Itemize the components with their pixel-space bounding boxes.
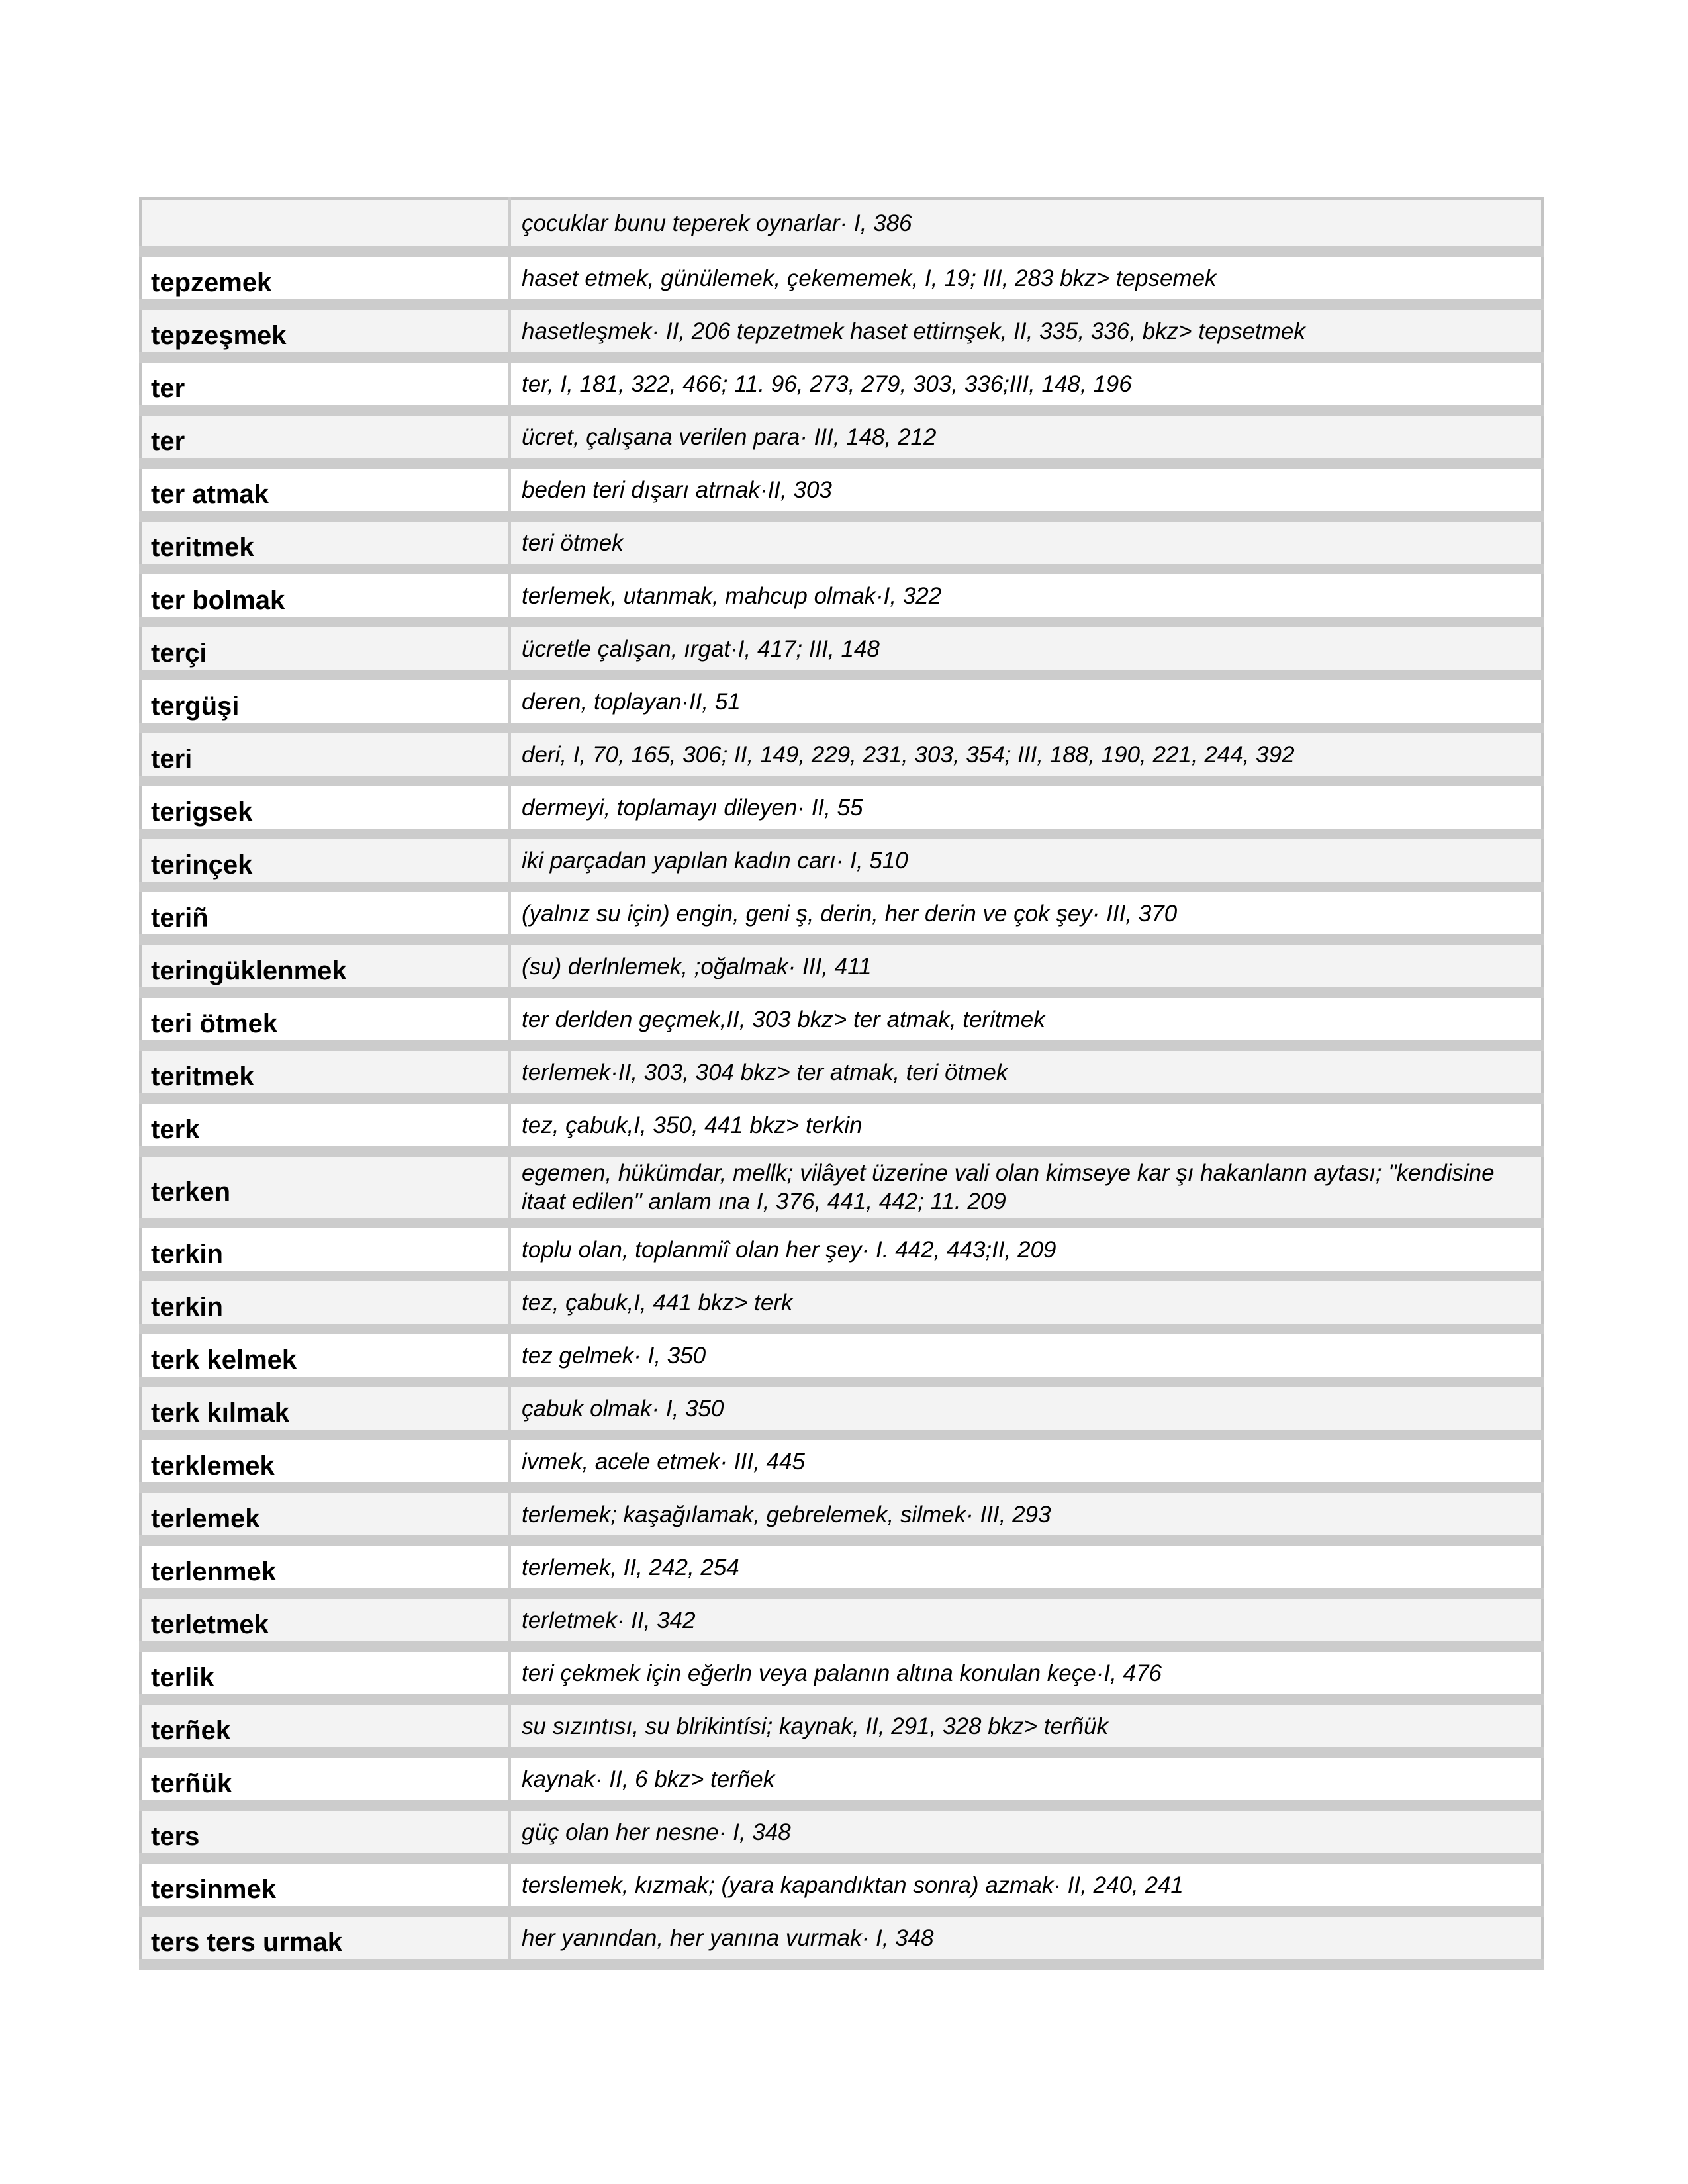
definition-cell: çabuk olmak· I, 350 [510, 1382, 1542, 1435]
definition-cell: iki parçadan yapılan kadın carı· I, 510 [510, 834, 1542, 887]
table-row [140, 1435, 1542, 1488]
term-cell: ters ters urmak [140, 1911, 510, 1964]
table-row [140, 1700, 1542, 1752]
definition-cell: çocuklar bunu teperek oynarlar· I, 386 [510, 199, 1542, 251]
term-cell: terlenmek [140, 1541, 510, 1594]
definition-cell: terlemek, utanmak, mahcup olmak·I, 322 [510, 569, 1542, 622]
term-cell: tersinmek [140, 1858, 510, 1911]
definition-cell: tez gelmek· I, 350 [510, 1329, 1542, 1382]
term-cell: ter [140, 410, 510, 463]
term-cell: terñük [140, 1752, 510, 1805]
definition-cell: terslemek, kızmak; (yara kapandıktan sonra) azmak· II, 240, 241 [510, 1858, 1542, 1911]
glossary-body [140, 199, 1542, 1964]
definition-cell: ücret, çalışana verilen para· III, 148, 212 [510, 410, 1542, 463]
definition-cell: terlemek, II, 242, 254 [510, 1541, 1542, 1594]
term-cell: terk [140, 1099, 510, 1152]
table-row [140, 1276, 1542, 1329]
term-cell: terçi [140, 622, 510, 675]
term-cell: terinçek [140, 834, 510, 887]
definition-cell: beden teri dışarı atrnak·II, 303 [510, 463, 1542, 516]
term-cell: terñek [140, 1700, 510, 1752]
definition-cell: terlemek·II, 303, 304 bkz> ter atmak, teri ötmek [510, 1046, 1542, 1099]
table-row [140, 357, 1542, 410]
term-cell: terigsek [140, 781, 510, 834]
table-row [140, 1752, 1542, 1805]
table-row [140, 622, 1542, 675]
definition-cell: kaynak· II, 6 bkz> terñek [510, 1752, 1542, 1805]
table-row [140, 304, 1542, 357]
term-cell: ter [140, 357, 510, 410]
table-row [140, 251, 1542, 304]
table-row [140, 675, 1542, 728]
definition-cell: ivmek, acele etmek· III, 445 [510, 1435, 1542, 1488]
definition-cell: (yalnız su için) engin, geni ş, derin, her derin ve çok şey· III, 370 [510, 887, 1542, 940]
term-cell: terk kılmak [140, 1382, 510, 1435]
term-cell: terlemek [140, 1488, 510, 1541]
table-row [140, 1046, 1542, 1099]
definition-cell: güç olan her nesne· I, 348 [510, 1805, 1542, 1858]
table-row [140, 199, 1542, 251]
term-cell: tergüşi [140, 675, 510, 728]
glossary-table [139, 197, 1544, 1970]
definition-cell: ter derlden geçmek,II, 303 bkz> ter atmak, teritmek [510, 993, 1542, 1046]
definition-cell: terlemek; kaşağılamak, gebrelemek, silmek· III, 293 [510, 1488, 1542, 1541]
definition-cell: su sızıntısı, su blrikintísi; kaynak, II, 291, 328 bkz> terñük [510, 1700, 1542, 1752]
term-cell: terlik [140, 1647, 510, 1700]
definition-cell: dermeyi, toplamayı dileyen· II, 55 [510, 781, 1542, 834]
table-row [140, 1647, 1542, 1700]
term-cell: terkin [140, 1276, 510, 1329]
term-cell: tepzemek [140, 251, 510, 304]
definition-cell: deri, I, 70, 165, 306; II, 149, 229, 231, 303, 354; III, 188, 190, 221, 244, 392 [510, 728, 1542, 781]
table-row [140, 834, 1542, 887]
definition-cell: ücretle çalışan, ırgat·I, 417; III, 148 [510, 622, 1542, 675]
table-row [140, 410, 1542, 463]
definition-cell: deren, toplayan·II, 51 [510, 675, 1542, 728]
definition-cell: hasetleşmek· II, 206 tepzetmek haset ettirnşek, II, 335, 336, bkz> tepsetmek [510, 304, 1542, 357]
term-cell: teriñ [140, 887, 510, 940]
definition-cell: her yanından, her yanına vurmak· I, 348 [510, 1911, 1542, 1964]
table-row [140, 1152, 1542, 1223]
definition-cell: toplu olan, toplanmiî olan her şey· I. 442, 443;II, 209 [510, 1223, 1542, 1276]
term-cell [140, 199, 510, 251]
table-row [140, 463, 1542, 516]
table-row [140, 728, 1542, 781]
definition-cell: tez, çabuk,I, 350, 441 bkz> terkin [510, 1099, 1542, 1152]
term-cell: terkin [140, 1223, 510, 1276]
definition-cell: ter, I, 181, 322, 466; 11. 96, 273, 279, 303, 336;III, 148, 196 [510, 357, 1542, 410]
term-cell: teringüklenmek [140, 940, 510, 993]
definition-cell: terletmek· II, 342 [510, 1594, 1542, 1647]
term-cell: ter bolmak [140, 569, 510, 622]
definition-cell: teri ötmek [510, 516, 1542, 569]
table-row [140, 781, 1542, 834]
term-cell: ters [140, 1805, 510, 1858]
term-cell: terk kelmek [140, 1329, 510, 1382]
table-row [140, 1594, 1542, 1647]
term-cell: tepzeşmek [140, 304, 510, 357]
term-cell: terken [140, 1152, 510, 1223]
table-row [140, 569, 1542, 622]
definition-cell: (su) derlnlemek, ;oğalmak· III, 411 [510, 940, 1542, 993]
table-row [140, 1099, 1542, 1152]
table-row [140, 940, 1542, 993]
term-cell: terklemek [140, 1435, 510, 1488]
table-row [140, 1223, 1542, 1276]
table-row [140, 1911, 1542, 1964]
table-row [140, 887, 1542, 940]
table-row [140, 516, 1542, 569]
table-row [140, 1541, 1542, 1594]
table-row [140, 1329, 1542, 1382]
definition-cell: egemen, hükümdar, mellk; vilâyet üzerine vali olan kimseye kar şı hakanlann aytası; "kendisine itaat edilen" anlam ına I, 376, 441, 442; 11. 209 [510, 1152, 1542, 1223]
term-cell: teritmek [140, 516, 510, 569]
definition-cell: tez, çabuk,I, 441 bkz> terk [510, 1276, 1542, 1329]
term-cell: teri ötmek [140, 993, 510, 1046]
table-row [140, 1858, 1542, 1911]
table-row [140, 1805, 1542, 1858]
definition-cell: teri çekmek için eğerln veya palanın altına konulan keçe·I, 476 [510, 1647, 1542, 1700]
term-cell: ter atmak [140, 463, 510, 516]
table-row [140, 993, 1542, 1046]
table-row [140, 1488, 1542, 1541]
definition-cell: haset etmek, günülemek, çekememek, I, 19; III, 283 bkz> tepsemek [510, 251, 1542, 304]
term-cell: teritmek [140, 1046, 510, 1099]
term-cell: terletmek [140, 1594, 510, 1647]
term-cell: teri [140, 728, 510, 781]
table-row [140, 1382, 1542, 1435]
